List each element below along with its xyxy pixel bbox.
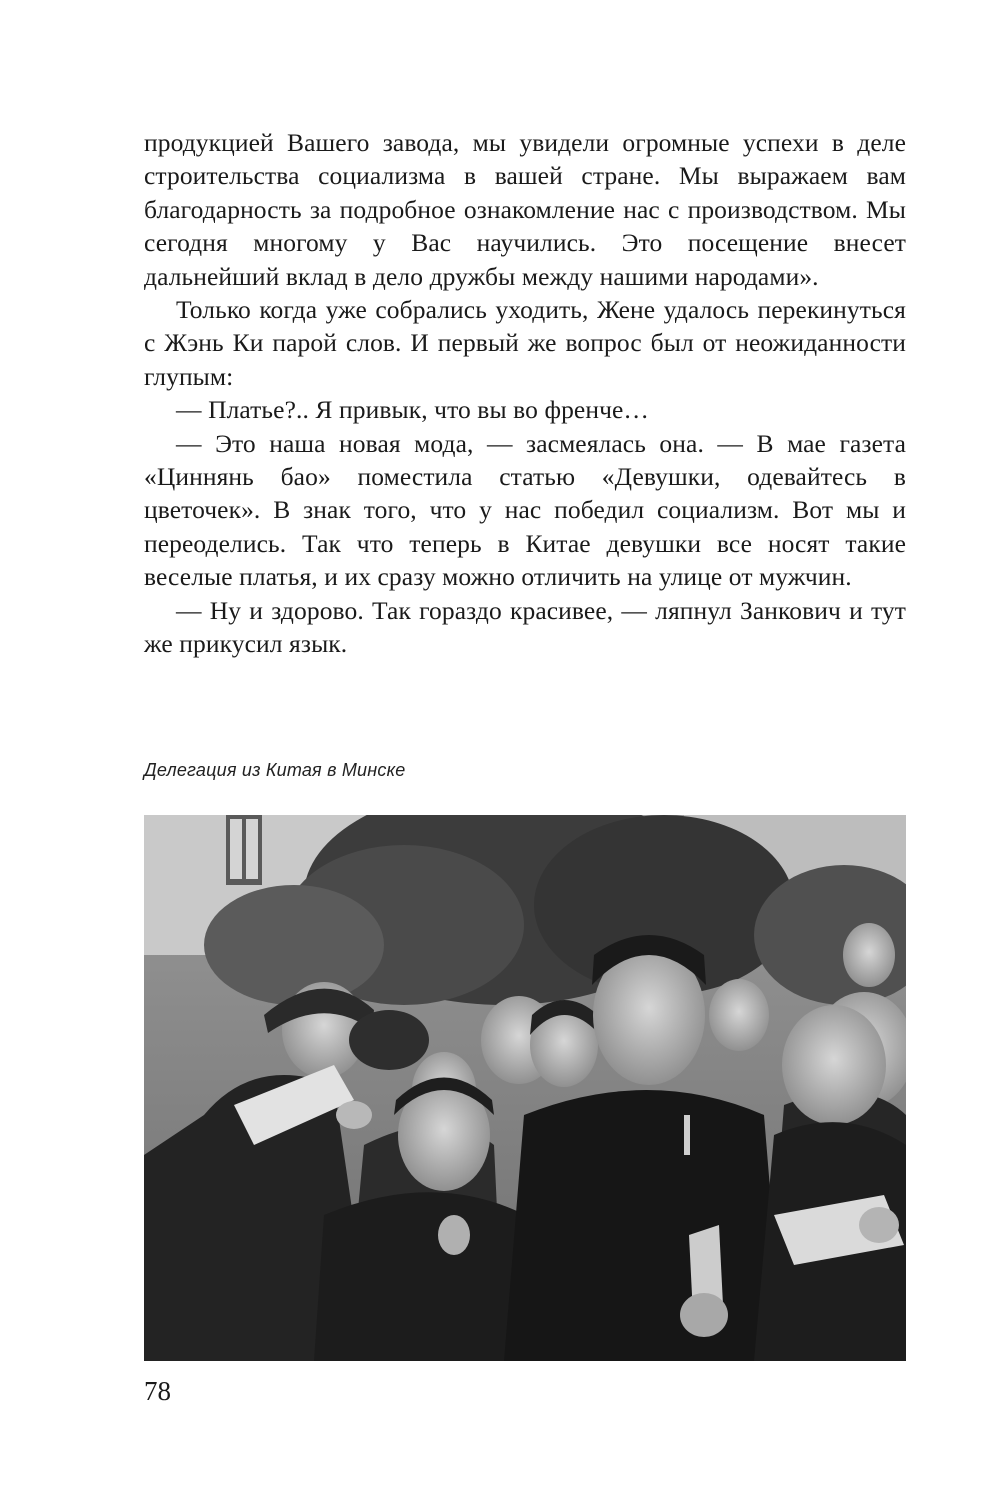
photo-caption: Делегация из Китая в Минске [144, 760, 406, 780]
paragraph-5: — Ну и здорово. Так гораздо красивее, — ляпнул Занкович и тут же прикусил язык. [144, 595, 906, 659]
photo-chinese-delegation [144, 815, 906, 1361]
page-number: 78 [144, 1376, 171, 1406]
paragraph-3: — Платье?.. Я привык, что вы во френче… [176, 395, 650, 425]
paragraph-1: продукцией Вашего завода, мы увидели огромные успехи в деле строительства социализма в вашей стране. Мы выражаем вам благодарность за подробное ознакомление нас с производством. Мы сегодня многому у Вас научились. Это посещение внесет дальнейший вклад в дело дружбы между нашими народами». [144, 128, 906, 291]
paragraph-2: Только когда уже собрались уходить, Жене удалось перекинуться с Жэнь Ки парой слов. И первый же вопрос был от неожиданности глупым: [144, 295, 906, 391]
paragraph-4: — Это наша новая мода, — засмеялась она. — В мае газета «Циннянь бао» поместила статью «Девушки, одевайтесь в цветочек». В знак того, что у нас победил социализм. Вот мы и переоделись. Так что теперь в Китае девушки все носят такие веселые платья, и их сразу можно отличить на улице от мужчин. [144, 428, 906, 592]
body-text [144, 126, 906, 661]
